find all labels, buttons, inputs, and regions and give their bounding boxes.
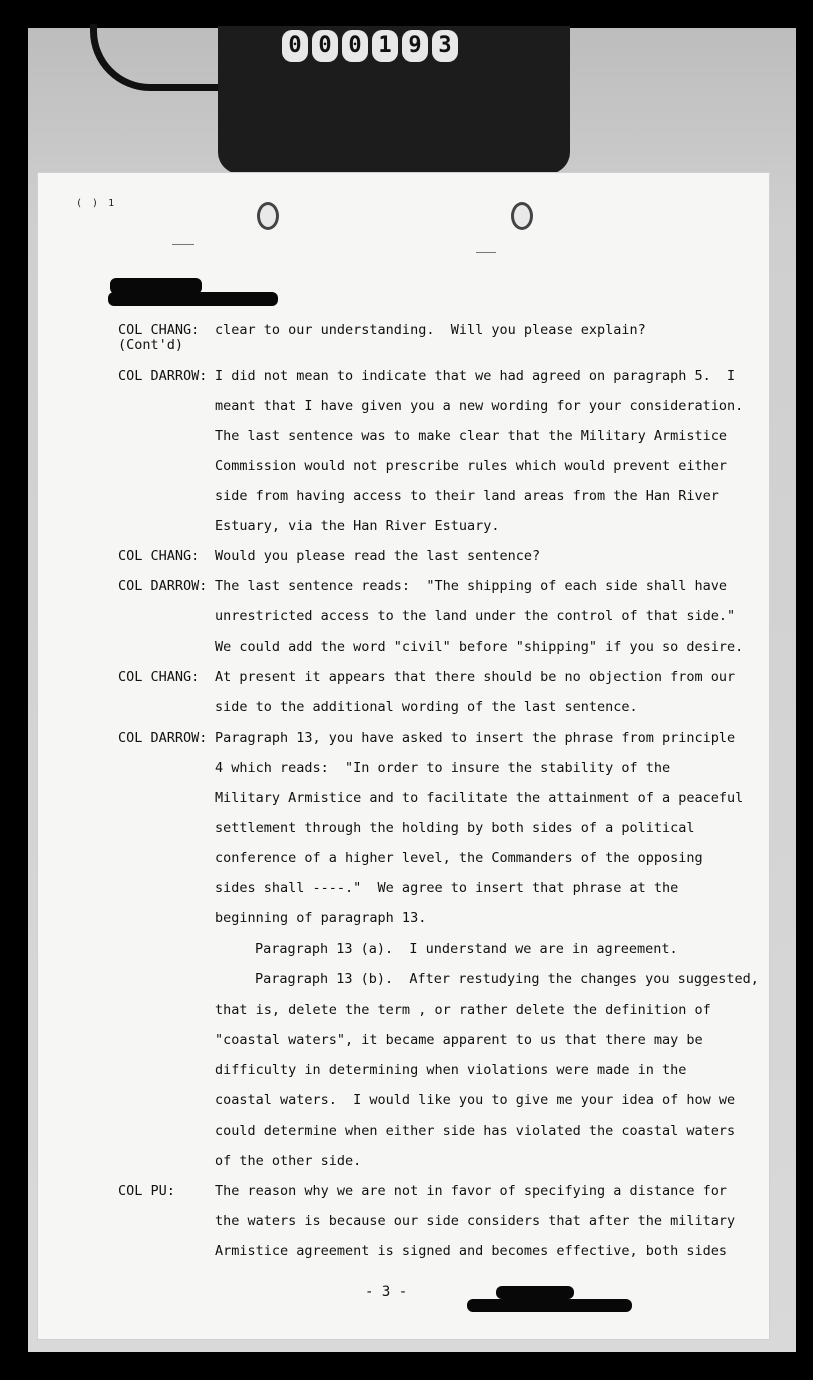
transcript-line: difficulty in determining when violations were made in the [215, 1062, 687, 1078]
speaker-label: COL CHANG: [118, 669, 200, 685]
page-corner-mark: ( ) 1 [76, 198, 117, 209]
stamp-digit: 3 [432, 30, 458, 62]
transcript-line: meant that I have given you a new wording for your consideration. [215, 398, 744, 414]
stray-mark [476, 252, 496, 253]
speaker-label: COL DARROW: [118, 578, 208, 594]
transcript-line: of the other side. [215, 1153, 362, 1169]
transcript-line: Estuary, via the Han River Estuary. [215, 518, 500, 534]
page-number: - 3 - [365, 1284, 408, 1300]
transcript-line: Military Armistice and to facilitate the attainment of a peaceful [215, 790, 744, 806]
punch-hole [511, 202, 533, 230]
classification-redaction [496, 1286, 574, 1299]
stamp-digit: 0 [312, 30, 338, 62]
transcript-line: settlement through the holding by both sides of a political [215, 820, 695, 836]
stray-mark [172, 244, 194, 245]
document-number-stamp [282, 30, 458, 64]
transcript-line: sides shall ----." We agree to insert that phrase at the [215, 880, 679, 896]
transcript-line: beginning of paragraph 13. [215, 910, 427, 926]
transcript-line: Commission would not prescribe rules which would prevent either [215, 458, 728, 474]
stamp-digit: 0 [282, 30, 308, 62]
transcript-line: "coastal waters", it became apparent to us that there may be [215, 1032, 703, 1048]
transcript-line: the waters is because our side considers that after the military [215, 1213, 736, 1229]
transcript-line: At present it appears that there should be no objection from our [215, 669, 736, 685]
transcript-line: side to the additional wording of the last sentence. [215, 699, 638, 715]
speaker-label: COL PU: [118, 1183, 175, 1199]
transcript-line: clear to our understanding. Will you please explain? [215, 322, 646, 338]
speaker-label: COL DARROW: [118, 730, 208, 746]
classification-redaction [467, 1299, 632, 1312]
transcript-line: Paragraph 13 (b). After restudying the changes you suggested, [255, 971, 759, 987]
punch-hole [257, 202, 279, 230]
transcript-line: coastal waters. I would like you to give me your idea of how we [215, 1092, 736, 1108]
transcript-line: We could add the word "civil" before "shipping" if you so desire. [215, 639, 744, 655]
transcript-line: conference of a higher level, the Commanders of the opposing [215, 850, 703, 866]
transcript-line: Would you please read the last sentence? [215, 548, 541, 564]
transcript-line: that is, delete the term , or rather delete the definition of [215, 1002, 711, 1018]
transcript-line: Paragraph 13, you have asked to insert the phrase from principle [215, 730, 736, 746]
transcript-line: unrestricted access to the land under the control of that side." [215, 608, 736, 624]
speaker-label: COL CHANG: (Cont'd) [118, 322, 200, 353]
stamp-digit: 0 [342, 30, 368, 62]
transcript-line: 4 which reads: "In order to insure the stability of the [215, 760, 671, 776]
transcript-line: side from having access to their land areas from the Han River [215, 488, 719, 504]
transcript-line: The last sentence reads: "The shipping of each side shall have [215, 578, 728, 594]
transcript-line: I did not mean to indicate that we had agreed on paragraph 5. I [215, 368, 736, 384]
speaker-label: COL DARROW: [118, 368, 208, 384]
speaker-label: COL CHANG: [118, 548, 200, 564]
transcript-line: The last sentence was to make clear that the Military Armistice [215, 428, 728, 444]
transcript-line: Armistice agreement is signed and becomes effective, both sides [215, 1243, 728, 1259]
stamp-digit: 9 [402, 30, 428, 62]
transcript-line: The reason why we are not in favor of specifying a distance for [215, 1183, 728, 1199]
stamp-digit: 1 [372, 30, 398, 62]
transcript-line: could determine when either side has violated the coastal waters [215, 1123, 736, 1139]
transcript-line: Paragraph 13 (a). I understand we are in agreement. [255, 941, 678, 957]
classification-redaction [108, 292, 278, 306]
